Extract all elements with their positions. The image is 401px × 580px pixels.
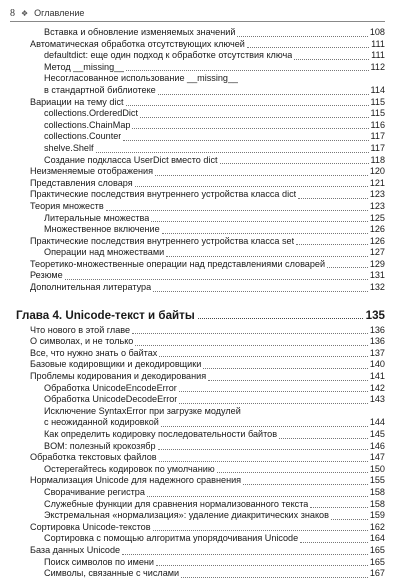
- toc-leader: [208, 380, 368, 381]
- toc-entry[interactable]: [16, 155, 385, 167]
- toc-entry[interactable]: [16, 166, 385, 178]
- toc-entry-title: Метод __missing__: [44, 61, 125, 72]
- toc-leader: [220, 163, 369, 164]
- toc-entry-page: 117: [370, 131, 385, 142]
- header-rule: [10, 21, 385, 22]
- toc-leader: [132, 333, 368, 334]
- toc-entry-title: Дополнительная литература: [30, 282, 152, 293]
- toc-entry-title: defaultdict: еще один подход к обработке отсутствия ключа: [44, 50, 293, 61]
- toc-leader: [179, 391, 368, 392]
- toc-entry-page: 120: [369, 166, 385, 177]
- toc-entry-page: 116: [370, 119, 385, 130]
- toc-entry[interactable]: [16, 201, 385, 213]
- toc-entry[interactable]: [16, 429, 385, 441]
- toc-entry[interactable]: [16, 120, 385, 132]
- toc-entry[interactable]: [16, 522, 385, 534]
- toc-leader: [126, 105, 369, 106]
- toc-leader: [96, 152, 369, 153]
- toc-entry-title: Обработка UnicodeEncodeError: [44, 382, 177, 393]
- toc-leader: [300, 542, 368, 543]
- toc-section-after: [16, 325, 385, 580]
- ornament-icon: ❖: [21, 8, 29, 18]
- toc-entry-title: База данных Unicode: [30, 544, 121, 555]
- toc-entry-page: 142: [369, 382, 385, 393]
- toc-entry[interactable]: [16, 62, 385, 74]
- toc-leader: [247, 47, 369, 48]
- toc-entry-title: Множественное включение: [44, 224, 160, 235]
- toc-entry-title: Нормализация Unicode для надежного сравнения: [30, 475, 242, 486]
- toc-entry[interactable]: [16, 97, 385, 109]
- toc-entry[interactable]: [16, 85, 385, 97]
- toc-entry[interactable]: [16, 464, 385, 476]
- toc-entry-title: Символы, связанные с числами: [44, 568, 180, 579]
- toc-leader: [135, 345, 367, 346]
- toc-entry-page: 143: [369, 394, 385, 405]
- toc-entry-page: 159: [369, 510, 385, 521]
- toc-entry-title: Практические последствия внутреннего устройства класса dict: [30, 189, 297, 200]
- toc-entry[interactable]: [16, 108, 385, 120]
- toc-entry[interactable]: [16, 475, 385, 487]
- toc-leader: [243, 484, 368, 485]
- toc-entry-page: 150: [369, 463, 385, 474]
- toc-entry-page: 165: [369, 556, 385, 567]
- toc-leader: [158, 94, 369, 95]
- toc-entry-page: 108: [369, 27, 385, 37]
- toc-entry[interactable]: [16, 499, 385, 511]
- toc-entry-title: collections.OrderedDict: [44, 108, 139, 119]
- toc-entry-page: 167: [369, 568, 385, 579]
- toc-leader: [161, 426, 368, 427]
- toc-leader: [203, 368, 368, 369]
- toc-entry[interactable]: [16, 178, 385, 190]
- running-header: [10, 6, 385, 20]
- toc-entry-title: Обработка UnicodeDecodeError: [44, 394, 178, 405]
- toc-entry[interactable]: [16, 359, 385, 371]
- toc-entry-page: 164: [369, 533, 385, 544]
- toc-leader: [156, 565, 368, 566]
- toc-entry-page: 158: [369, 486, 385, 497]
- toc-entry-page: 126: [369, 224, 385, 235]
- toc-entry-title: Практические последствия внутреннего устройства класса set: [30, 235, 295, 246]
- toc-entry[interactable]: [16, 406, 385, 418]
- toc-entry[interactable]: [16, 371, 385, 383]
- toc-entry-page: 115: [370, 96, 385, 107]
- toc-entry[interactable]: [16, 533, 385, 545]
- chapter-leader: [198, 318, 363, 319]
- toc-leader: [122, 554, 368, 555]
- toc-entry[interactable]: [16, 336, 385, 348]
- chapter-page: 135: [365, 308, 385, 322]
- toc-entry-page: 126: [369, 235, 385, 246]
- toc-leader: [106, 210, 368, 211]
- toc-leader: [310, 507, 367, 508]
- toc-leader: [155, 175, 368, 176]
- toc-entry[interactable]: [16, 213, 385, 225]
- toc-entry[interactable]: [16, 417, 385, 429]
- toc-entry-page: 137: [369, 347, 385, 358]
- toc-entry[interactable]: [16, 236, 385, 248]
- toc-leader: [298, 198, 368, 199]
- toc-entry[interactable]: [16, 452, 385, 464]
- toc-entry[interactable]: [16, 189, 385, 201]
- toc-entry-page: 132: [369, 282, 385, 293]
- toc-entry-page: 115: [370, 108, 385, 119]
- toc-entry[interactable]: [16, 143, 385, 155]
- toc-entry[interactable]: [16, 259, 385, 271]
- toc-section-before: [16, 27, 385, 294]
- toc-entry[interactable]: [16, 348, 385, 360]
- toc-entry-page: 141: [369, 371, 385, 382]
- toc-entry-title: Что нового в этой главе: [30, 324, 131, 335]
- toc-leader: [296, 244, 368, 245]
- toc-entry-page: 147: [369, 452, 385, 463]
- toc-leader: [217, 472, 368, 473]
- toc-entry-title: Литеральные множества: [44, 212, 150, 223]
- toc-entry-title: Обработка текстовых файлов: [30, 452, 157, 463]
- toc-entry[interactable]: [16, 73, 385, 85]
- toc-entry-title: О символах, и не только: [30, 336, 134, 347]
- toc-entry-page: 131: [369, 270, 385, 281]
- toc-entry-title: Остерегайтесь кодировок по умолчанию: [44, 463, 215, 474]
- toc-entry-page: 129: [369, 258, 385, 269]
- toc-entry-page: 117: [370, 142, 385, 153]
- toc-entry-title: Сортировка Unicode-текстов: [30, 521, 151, 532]
- toc-leader: [279, 438, 368, 439]
- toc-entry-page: 127: [369, 247, 385, 258]
- toc-entry-page: 165: [369, 544, 385, 555]
- toc-entry-title: Исключение SyntaxError при загрузке модулей: [44, 405, 241, 416]
- toc-entry-title: Несогласованное использование __missing__: [44, 73, 239, 84]
- toc-entry-title: Как определить кодировку последовательности байтов: [44, 429, 278, 439]
- toc-entry[interactable]: [16, 487, 385, 499]
- toc-entry-title: Неизменяемые отображения: [30, 166, 154, 177]
- toc-entry[interactable]: [16, 50, 385, 62]
- toc-leader: [147, 496, 368, 497]
- toc-entry-page: 140: [369, 359, 385, 370]
- toc-entry-title: Базовые кодировщики и декодировщики: [30, 359, 202, 370]
- toc-entry[interactable]: [16, 394, 385, 406]
- toc-leader: [126, 70, 368, 71]
- toc-leader: [237, 36, 367, 37]
- toc-entry[interactable]: [16, 557, 385, 569]
- toc-entry-title: с неожиданной кодировкой: [44, 417, 159, 428]
- toc-entry-page: 136: [369, 336, 385, 347]
- header-title: Оглавление: [34, 8, 85, 18]
- toc-leader: [158, 449, 368, 450]
- toc-entry-page: 114: [370, 84, 385, 95]
- toc-entry-title: Вставка и обновление изменяемых значений: [44, 27, 236, 37]
- toc-entry-page: 144: [369, 417, 385, 428]
- toc-entry-title: Поиск символов по имени: [44, 556, 155, 567]
- toc-leader: [331, 519, 368, 520]
- toc-entry-title: Создание подкласса UserDict вместо dict: [44, 154, 218, 165]
- toc-entry-title: BOM: полезный крокозябр: [44, 440, 156, 451]
- toc-entry-title: collections.ChainMap: [44, 119, 131, 130]
- toc-leader: [123, 140, 368, 141]
- toc-entry-title: Резюме: [30, 270, 63, 281]
- toc-leader: [151, 221, 367, 222]
- toc-entry-page: 136: [369, 324, 385, 335]
- toc-entry-title: Вариации на тему dict: [30, 96, 124, 107]
- toc-leader: [159, 461, 368, 462]
- toc-entry-title: Все, что нужно знать о байтах: [30, 347, 158, 358]
- toc-entry[interactable]: [16, 224, 385, 236]
- toc-leader: [132, 128, 368, 129]
- toc-entry-page: 162: [369, 521, 385, 532]
- toc-entry-title: collections.Counter: [44, 131, 122, 142]
- toc-entry[interactable]: [16, 510, 385, 522]
- toc-entry-title: Служебные функции для сравнения нормализованного текста: [44, 498, 309, 509]
- toc-entry-page: 155: [369, 475, 385, 486]
- toc-entry[interactable]: [16, 383, 385, 395]
- toc-entry-page: 111: [371, 38, 385, 49]
- toc-leader: [153, 530, 368, 531]
- toc-entry-page: 158: [369, 498, 385, 509]
- toc-entry[interactable]: [16, 39, 385, 51]
- toc-entry-page: 146: [369, 440, 385, 451]
- toc-entry-title: Теория множеств: [30, 200, 104, 211]
- table-of-contents: [16, 27, 385, 580]
- toc-entry[interactable]: [16, 282, 385, 294]
- toc-leader: [65, 279, 368, 280]
- toc-entry[interactable]: [16, 325, 385, 337]
- toc-entry-page: 118: [370, 154, 385, 165]
- toc-entry-title: Автоматическая обработка отсутствующих ключей: [30, 38, 245, 49]
- toc-entry-title: Операции над множествами: [44, 247, 165, 258]
- toc-leader: [159, 356, 367, 357]
- toc-leader: [294, 59, 369, 60]
- page-number: 8: [10, 7, 15, 19]
- toc-entry-page: 121: [369, 177, 385, 188]
- toc-entry[interactable]: [16, 270, 385, 282]
- toc-leader: [162, 233, 368, 234]
- toc-entry[interactable]: [16, 131, 385, 143]
- toc-leader: [179, 403, 368, 404]
- toc-entry-page: 111: [371, 50, 385, 61]
- toc-entry-page: 123: [369, 189, 385, 200]
- toc-entry[interactable]: [16, 247, 385, 259]
- toc-entry-title: Теоретико-множественные операции над представлениями словарей: [30, 258, 326, 269]
- toc-entry[interactable]: [16, 441, 385, 453]
- toc-entry-title: Экстремальная «нормализация»: удаление диакритических знаков: [44, 510, 329, 521]
- toc-leader: [327, 267, 368, 268]
- toc-entry[interactable]: [16, 27, 385, 39]
- toc-entry-title: Представления словаря: [30, 177, 133, 188]
- toc-entry-title: shelve.Shelf: [44, 142, 94, 153]
- toc-entry-title: Сортировка с помощью алгоритма упорядочивания Unicode: [44, 533, 299, 544]
- toc-entry-page: 125: [369, 212, 385, 223]
- chapter-heading[interactable]: [16, 302, 385, 322]
- toc-entry[interactable]: [16, 545, 385, 557]
- toc-leader: [166, 256, 368, 257]
- toc-leader: [153, 291, 368, 292]
- chapter-title: Глава 4. Unicode-текст и байты: [16, 308, 195, 322]
- toc-entry-page: 145: [369, 429, 385, 439]
- toc-leader: [135, 186, 368, 187]
- toc-entry-title: в стандартной библиотеке: [44, 84, 156, 95]
- toc-entry-page: 123: [369, 200, 385, 211]
- toc-entry-title: Сворачивание регистра: [44, 486, 145, 497]
- toc-entry-page: 112: [370, 61, 385, 72]
- toc-entry-title: Проблемы кодирования и декодирования: [30, 371, 207, 382]
- toc-leader: [140, 117, 368, 118]
